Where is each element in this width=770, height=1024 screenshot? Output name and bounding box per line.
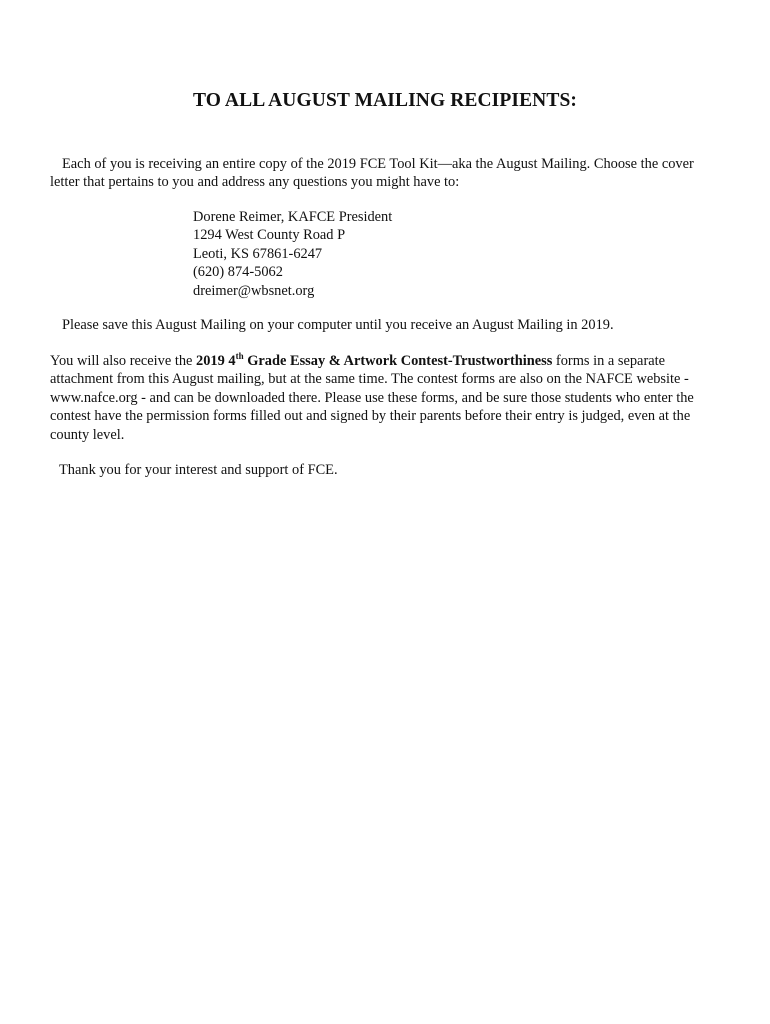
closing-text: Thank you for your interest and support of FCE.: [59, 462, 338, 478]
page-title: TO ALL AUGUST MAILING RECIPIENTS:: [192, 90, 578, 111]
intro-paragraph: [50, 155, 740, 192]
contest-line-2: attachment from this August mailing, but at the same time. The contest forms are also on the NAFCE website -: [50, 371, 689, 388]
contest-title-part-b: Grade Essay & Artwork Contest-Trustworthiness: [243, 353, 553, 369]
save-note-text: Please save this August Mailing on your computer until you receive an August Mailing in 2019.: [62, 317, 614, 333]
contact-city: Leoti, KS 67861-6247: [193, 245, 323, 262]
contest-line-4: contest have the permission forms filled out and signed by their parents before their entry is judged, even at the: [50, 408, 691, 425]
contest-paragraph: [50, 352, 740, 444]
contest-line-1: [50, 352, 740, 370]
contest-lead: You will also receive the: [50, 353, 197, 369]
contest-line-5: county level.: [50, 426, 125, 443]
save-note-paragraph: [50, 316, 740, 334]
contest-title-part-a: 2019 4: [196, 353, 236, 369]
contact-street: 1294 West County Road P: [193, 227, 346, 244]
intro-line-1: Each of you is receiving an entire copy of the 2019 FCE Tool Kit—aka the August Mailing. Choose the cover: [62, 156, 694, 172]
intro-line-2: letter that pertains to you and address any questions you might have to:: [50, 174, 460, 191]
contact-address-block: [193, 208, 392, 300]
contest-line-1-tail: forms in a separate: [552, 353, 666, 369]
contact-name: Dorene Reimer, KAFCE President: [193, 209, 393, 225]
contest-title-superscript: th: [235, 351, 244, 362]
contact-phone: (620) 874-5062: [193, 264, 283, 281]
contest-line-3: www.nafce.org - and can be downloaded there. Please use these forms, and be sure those students who enter the: [50, 389, 694, 406]
contact-email: dreimer@wbsnet.org: [193, 282, 315, 299]
closing-paragraph: [50, 461, 740, 479]
